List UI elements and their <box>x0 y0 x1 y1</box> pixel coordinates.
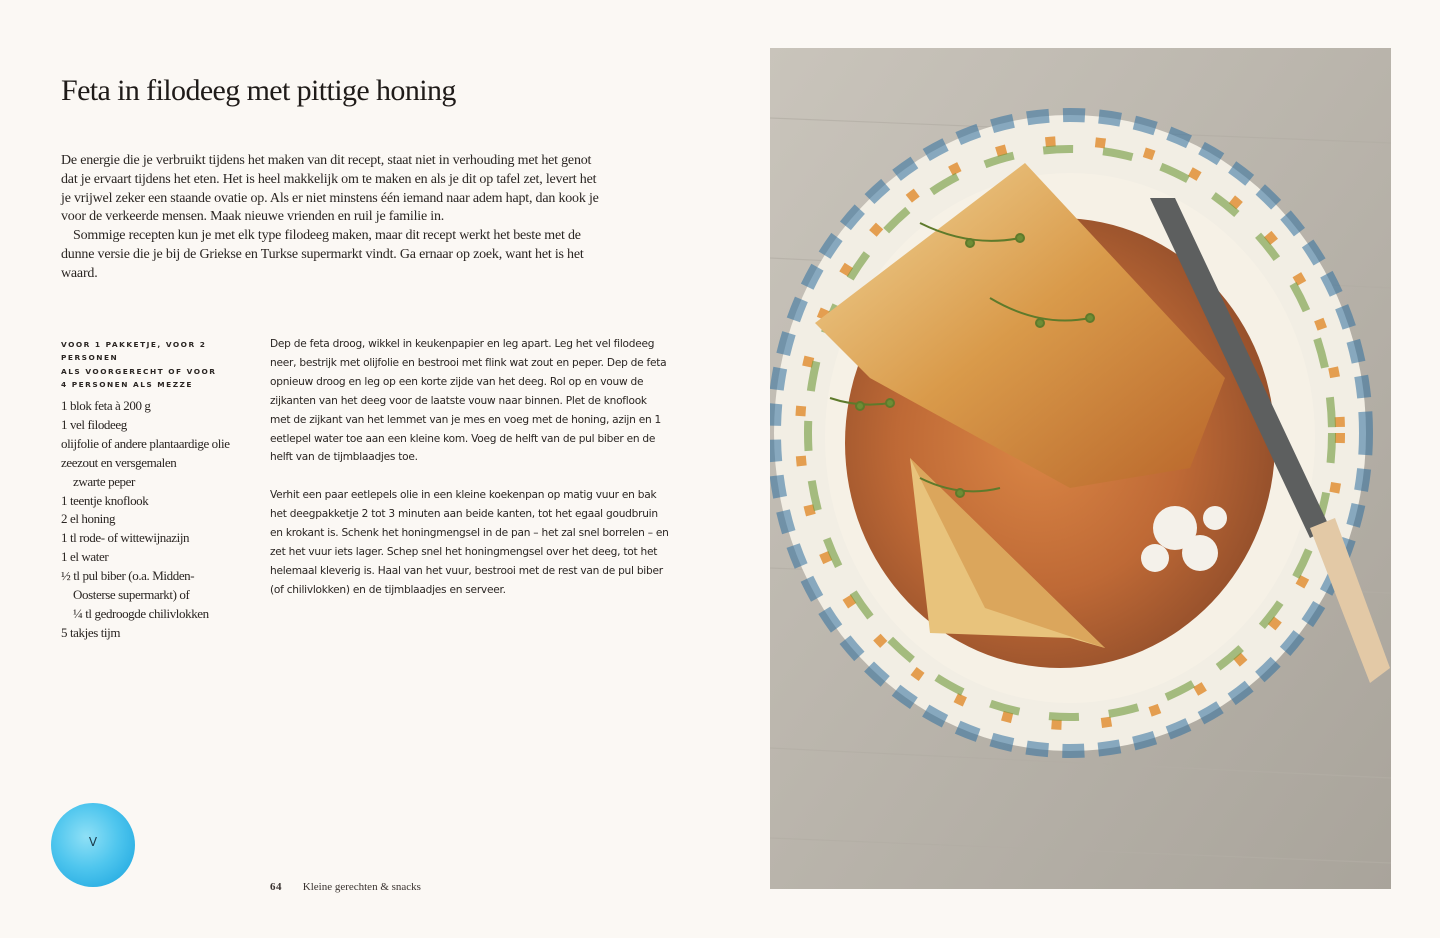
ingredient-list <box>61 397 261 643</box>
servings-line: ALS VOORGERECHT OF VOOR <box>61 366 217 376</box>
ingredient-item: 1 teentje knoflook <box>61 492 149 508</box>
servings-line: 4 PERSONEN ALS MEZZE <box>61 379 193 389</box>
recipe-intro <box>61 152 601 284</box>
page-number: 64 <box>270 881 282 893</box>
servings-line: VOOR 1 PAKKETJE, VOOR 2 PERSONEN <box>61 340 207 363</box>
ingredient-item: olijfolie of andere plantaardige olie <box>61 435 230 451</box>
ingredient-item: zeezout en versgemalen <box>61 454 177 470</box>
ingredient-item: ¼ tl gedroogde chilivlokken <box>73 605 209 621</box>
recipe-title: Feta in filodeeg met pittige honing <box>61 74 456 107</box>
method-paragraph: Verhit een paar eetlepels olie in een kleine koekenpan op matig vuur en bak het deegpakketje 2 tot 3 minuten aan beide kanten, tot het egaal goudbruin en krokant is. Schenk het honingmengsel in de pan – het zal snel borrelen – en zet het vuur iets lager. Schep snel het honingmengsel over het deeg, tot het helemaal kleverig is. Haal van het vuur, bestrooi met de rest van de pul biber (of chilivlokken) en de tijmblaadjes en serveer. <box>270 489 669 596</box>
food-photo <box>770 48 1391 889</box>
vegetarian-badge <box>51 803 135 887</box>
intro-paragraph: Sommige recepten kun je met elk type filodeeg maken, maar dit recept werkt het beste met de dunne versie die je bij de Griekse en Turkse supermarkt vindt. Ga ernaar op zoek, want het is het waard. <box>61 228 584 281</box>
servings-note <box>61 338 251 391</box>
method-steps <box>270 335 670 619</box>
section-name: Kleine gerechten & snacks <box>302 881 421 893</box>
ingredient-item: ½ tl pul biber (o.a. Midden- <box>61 568 195 584</box>
page-footer <box>270 881 421 893</box>
food-photo-illustration <box>770 48 1391 889</box>
ingredient-item: Oosterse supermarkt) of <box>73 587 190 603</box>
intro-paragraph: De energie die je verbruikt tijdens het maken van dit recept, staat niet in verhouding met het genot dat je ervaart tijdens het eten. Het is heel makkelijk om te maken en als je dit op tafel zet, levert het je vrijwel zeker een staande ovatie op. Als er niet minstens één iemand naar adem hapt, dan kook je voor de verkeerde mensen. Maak nieuwe vrienden en ruil je familie in. <box>61 153 599 225</box>
ingredient-item: zwarte peper <box>73 473 135 489</box>
ingredient-item: 2 el honing <box>61 511 116 527</box>
ingredient-item: 1 blok feta à 200 g <box>61 398 151 413</box>
ingredient-item: 1 el water <box>61 549 109 565</box>
badge-label: V <box>88 835 98 849</box>
method-paragraph: Dep de feta droog, wikkel in keukenpapier en leg apart. Leg het vel filodeeg neer, bestrijk met olijfolie en bestrooi met flink wat zout en peper. Dep de feta opnieuw droog en leg op een korte zijde van het deeg. Rol op en vouw de zijkanten van het deeg voor de laatste vouw naar binnen. Plet de knoflook met de zijkant van het lemmet van je mes en voeg met de honing, azijn en 1 eetlepel water toe aan een kleine kom. Voeg de helft van de pul biber en de helft van de tijmblaadjes toe. <box>270 338 667 464</box>
ingredient-item: 5 takjes tijm <box>61 624 121 640</box>
ingredient-item: 1 vel filodeeg <box>61 416 127 432</box>
ingredient-item: 1 tl rode- of wittewijnazijn <box>61 530 190 546</box>
